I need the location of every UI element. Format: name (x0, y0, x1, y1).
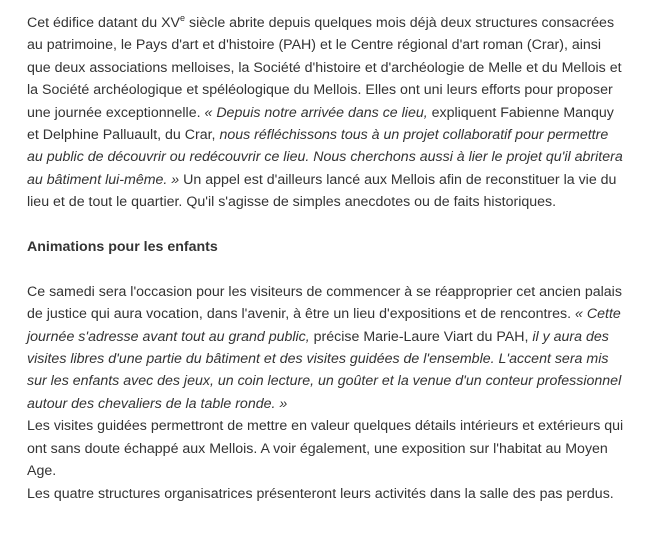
section-heading: Animations pour les enfants (27, 239, 218, 256)
spacer (27, 214, 627, 236)
superscript: e (180, 13, 186, 23)
quote-run: « Cette journée s'adresse avant tout au grand public, (27, 306, 621, 345)
text-run: Un appel est d'ailleurs lancé aux Mellois afin de reconstituer la vie du lieu et de tout le quartier. Qu'il s'agisse de simples anecdotes ou de faits historiques. (27, 171, 617, 211)
text-run: Ce samedi sera l'occasion pour les visiteurs de commencer à se réapproprier cet ancien palais de justice qui aura vocation, dans l'avenir, à être un lieu d'expositions et de rencontres. (27, 283, 622, 323)
paragraph-intro (27, 12, 627, 214)
spacer (27, 258, 627, 280)
paragraph-animations (27, 281, 627, 415)
text-run: siècle abrite depuis quelques mois déjà deux structures consacrées au patrimoine, le Pays d'art et d'histoire (PAH) et le Centre régional d'art roman (Crar), ainsi que deux associations melloises, la Société d'histoire et d'archéologie de Melle et du Mellois et la Société archéologique et spéléologique du Mellois. Elles ont uni leurs efforts pour proposer une journée exceptionnelle. (27, 15, 622, 121)
quote-run: il y aura des visites libres d'une partie du bâtiment et des visites guidées de l'ensemble. L'accent sera mis sur les enfants avec des jeux, un coin lecture, un goûter et la venue d'un conteur professionnel autour des chevaliers de la table ronde. » (27, 328, 622, 412)
paragraph-visites: Les visites guidées permettront de mettre en valeur quelques détails intérieurs et extérieurs qui ont sans doute échappé aux Mellois. A voir également, une exposition sur l'habitat au Moyen Age. (27, 418, 624, 480)
quote-run: « Depuis notre arrivée dans ce lieu, (204, 104, 428, 121)
text-run: expliquent Fabienne Manquy et Delphine Palluault, du Crar, (27, 104, 614, 144)
paragraph-structures: Les quatre structures organisatrices présenteront leurs activités dans la salle des pas perdus. (27, 485, 614, 502)
text-run: précise Marie-Laure Viart du PAH, (309, 328, 533, 345)
quote-run: nous réfléchissons tous à un projet collaboratif pour permettre au public de découvrir ou redécouvrir ce lieu. Nous cherchons aussi à lier le projet qu'il abritera au bâtiment lui-même. » (27, 127, 623, 188)
text-run: Cet édifice datant du XV (27, 15, 181, 31)
